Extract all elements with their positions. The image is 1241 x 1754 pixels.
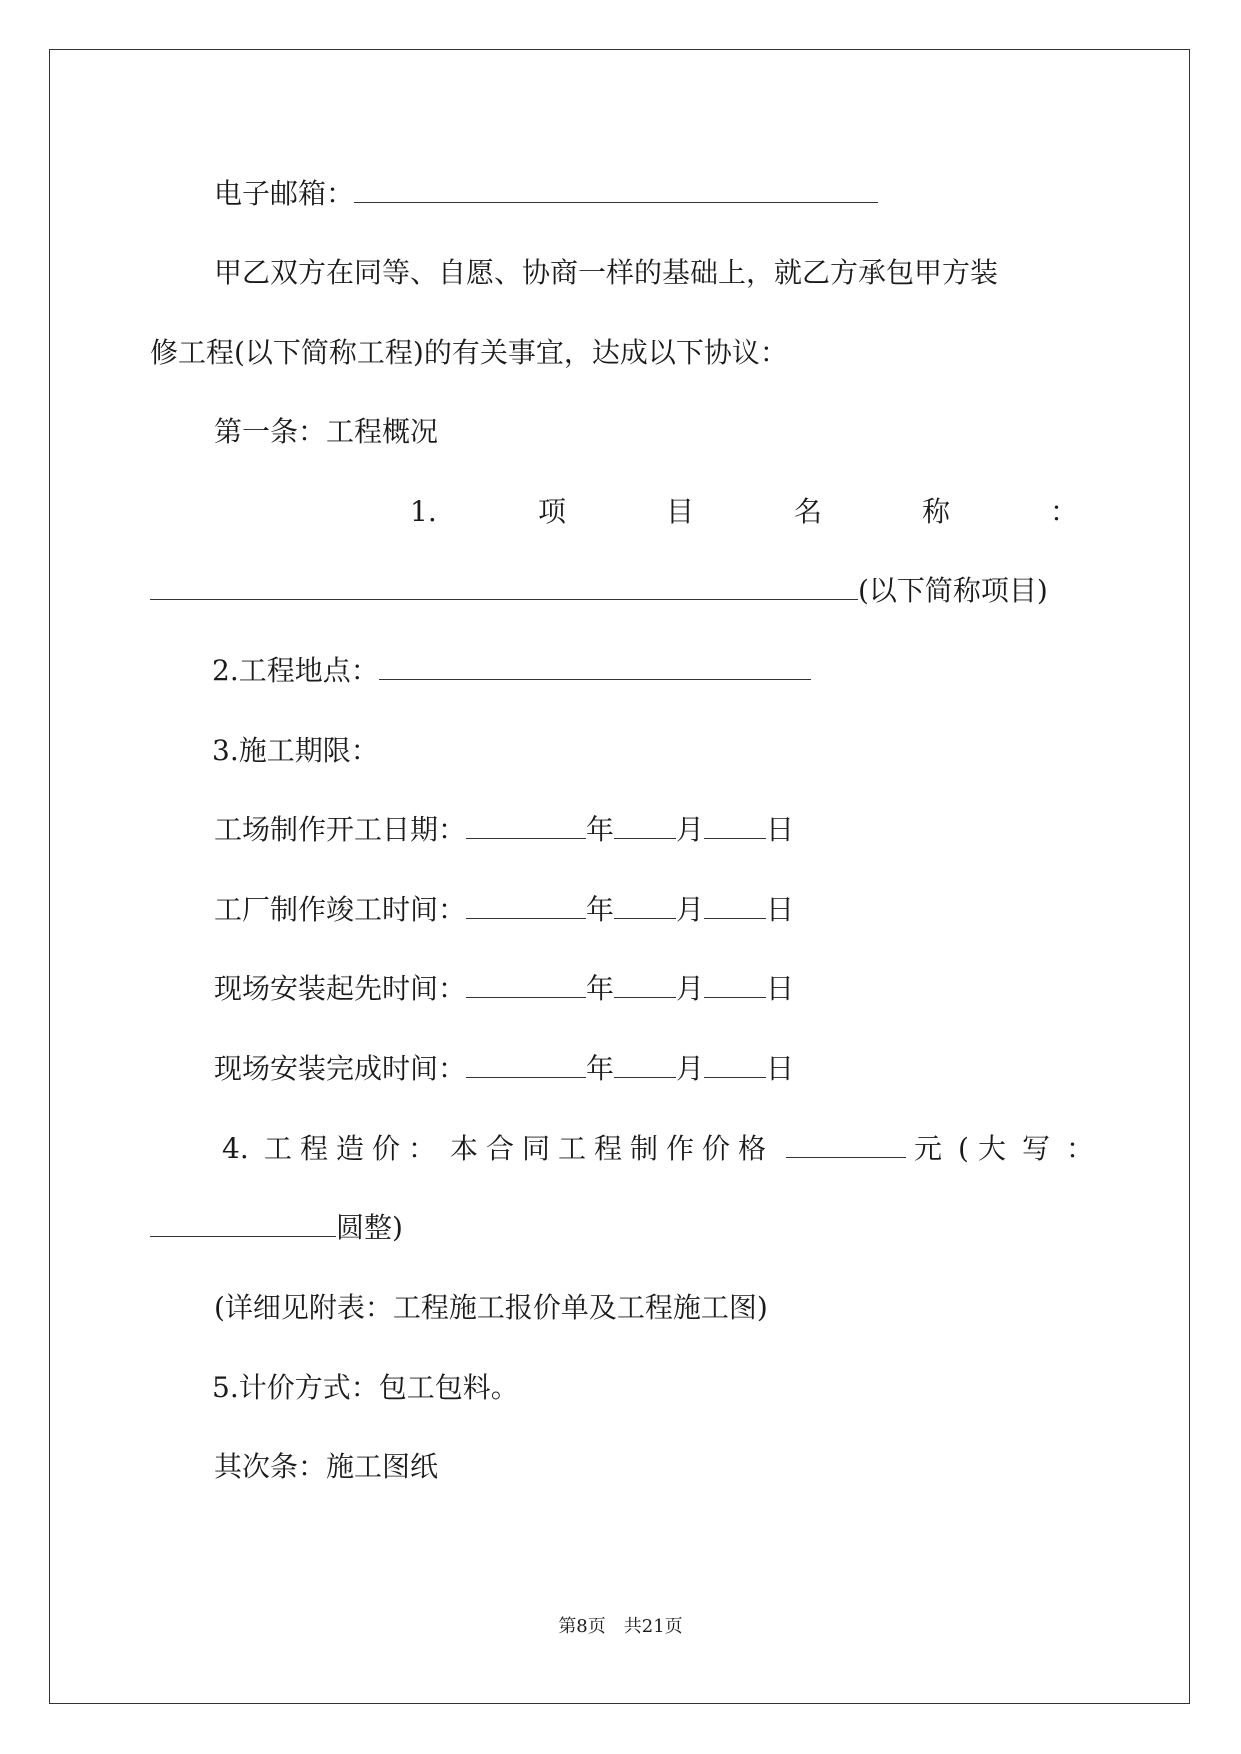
date-row-label: 现场安装完成时间： <box>214 1052 467 1085</box>
date-row <box>214 971 794 1007</box>
year-blank[interactable] <box>466 1051 586 1078</box>
item4-da: 大 <box>978 1132 1007 1165</box>
item1-c4: 称 <box>922 495 951 528</box>
item4-c2: 程 <box>300 1132 329 1165</box>
location-blank[interactable] <box>379 653 811 680</box>
item4-c14: 格 <box>738 1132 767 1165</box>
item4-colon: ： <box>1066 1132 1095 1165</box>
day-unit: 日 <box>766 813 795 846</box>
year-blank[interactable] <box>466 971 586 998</box>
item4-c7: 合 <box>486 1132 515 1165</box>
item2-label: 2.工程地点： <box>212 654 379 687</box>
email-blank[interactable] <box>354 176 878 203</box>
day-blank[interactable] <box>704 892 766 919</box>
item4-c6: 本 <box>450 1132 479 1165</box>
item4-c8: 同 <box>522 1132 551 1165</box>
item4-line-2 <box>150 1210 403 1246</box>
day-blank[interactable] <box>704 971 766 998</box>
item4-paren: ( <box>958 1132 969 1165</box>
email-line <box>214 176 878 212</box>
year-unit: 年 <box>586 813 615 846</box>
month-unit: 月 <box>676 1052 705 1085</box>
date-row-label: 工厂制作竣工时间： <box>214 893 467 926</box>
article-1-heading: 第一条：工程概况 <box>214 415 439 448</box>
item3-heading: 3.施工期限： <box>212 734 379 767</box>
item4-c1: 工 <box>264 1132 293 1165</box>
year-blank[interactable] <box>466 892 586 919</box>
day-unit: 日 <box>766 972 795 1005</box>
article-2-heading: 其次条：施工图纸 <box>214 1450 439 1483</box>
project-name-blank[interactable] <box>150 573 858 600</box>
item4-c5: ： <box>408 1132 437 1165</box>
item1-c1: 项 <box>538 495 567 528</box>
item1-c3: 名 <box>794 495 823 528</box>
price-blank-wrap <box>786 1131 906 1167</box>
item2-line <box>212 653 811 689</box>
day-blank[interactable] <box>704 1051 766 1078</box>
item4-c12: 作 <box>666 1132 695 1165</box>
item4-c11: 制 <box>630 1132 659 1165</box>
month-blank[interactable] <box>614 812 676 839</box>
item4-c9: 工 <box>558 1132 587 1165</box>
month-blank[interactable] <box>614 971 676 998</box>
date-row <box>214 812 794 848</box>
item1-c2: 目 <box>666 495 695 528</box>
month-unit: 月 <box>676 972 705 1005</box>
amount-words-blank[interactable] <box>150 1210 336 1237</box>
date-row <box>214 1051 794 1087</box>
intro-line-2: 修工程(以下简称工程)的有关事宜，达成以下协议： <box>150 336 788 369</box>
email-label: 电子邮箱： <box>214 177 355 210</box>
intro-line-1: 甲乙双方在同等、自愿、协商一样的基础上，就乙方承包甲方装 <box>214 256 999 289</box>
item4-line2-suffix: 圆整) <box>336 1211 403 1244</box>
year-unit: 年 <box>586 893 615 926</box>
day-unit: 日 <box>766 893 795 926</box>
item4-c3: 造 <box>336 1132 365 1165</box>
item4-c13: 价 <box>702 1132 731 1165</box>
date-row-label: 现场安装起先时间： <box>214 972 467 1005</box>
item4-c4: 价 <box>372 1132 401 1165</box>
item4-c10: 程 <box>594 1132 623 1165</box>
attachment-note: (详细见附表：工程施工报价单及工程施工图) <box>214 1291 768 1324</box>
month-unit: 月 <box>676 893 705 926</box>
item4-c0: 4. <box>222 1132 249 1165</box>
month-blank[interactable] <box>614 892 676 919</box>
item1-c0: 1. <box>410 495 437 528</box>
item4-xie: 写 <box>1022 1132 1051 1165</box>
item5-line: 5.计价方式：包工包料。 <box>212 1371 519 1404</box>
date-row <box>214 892 794 928</box>
day-unit: 日 <box>766 1052 795 1085</box>
year-unit: 年 <box>586 1052 615 1085</box>
month-blank[interactable] <box>614 1051 676 1078</box>
date-row-label: 工场制作开工日期： <box>214 813 467 846</box>
month-unit: 月 <box>676 813 705 846</box>
page-footer: 第8页 共21页 <box>558 1616 683 1637</box>
item1-suffix: (以下简称项目) <box>858 574 1048 607</box>
price-blank[interactable] <box>786 1131 906 1158</box>
year-unit: 年 <box>586 972 615 1005</box>
day-blank[interactable] <box>704 812 766 839</box>
item4-yuan: 元 <box>914 1132 943 1165</box>
item1-line-2 <box>150 573 1048 609</box>
year-blank[interactable] <box>466 812 586 839</box>
item1-c5: ： <box>1050 495 1079 528</box>
